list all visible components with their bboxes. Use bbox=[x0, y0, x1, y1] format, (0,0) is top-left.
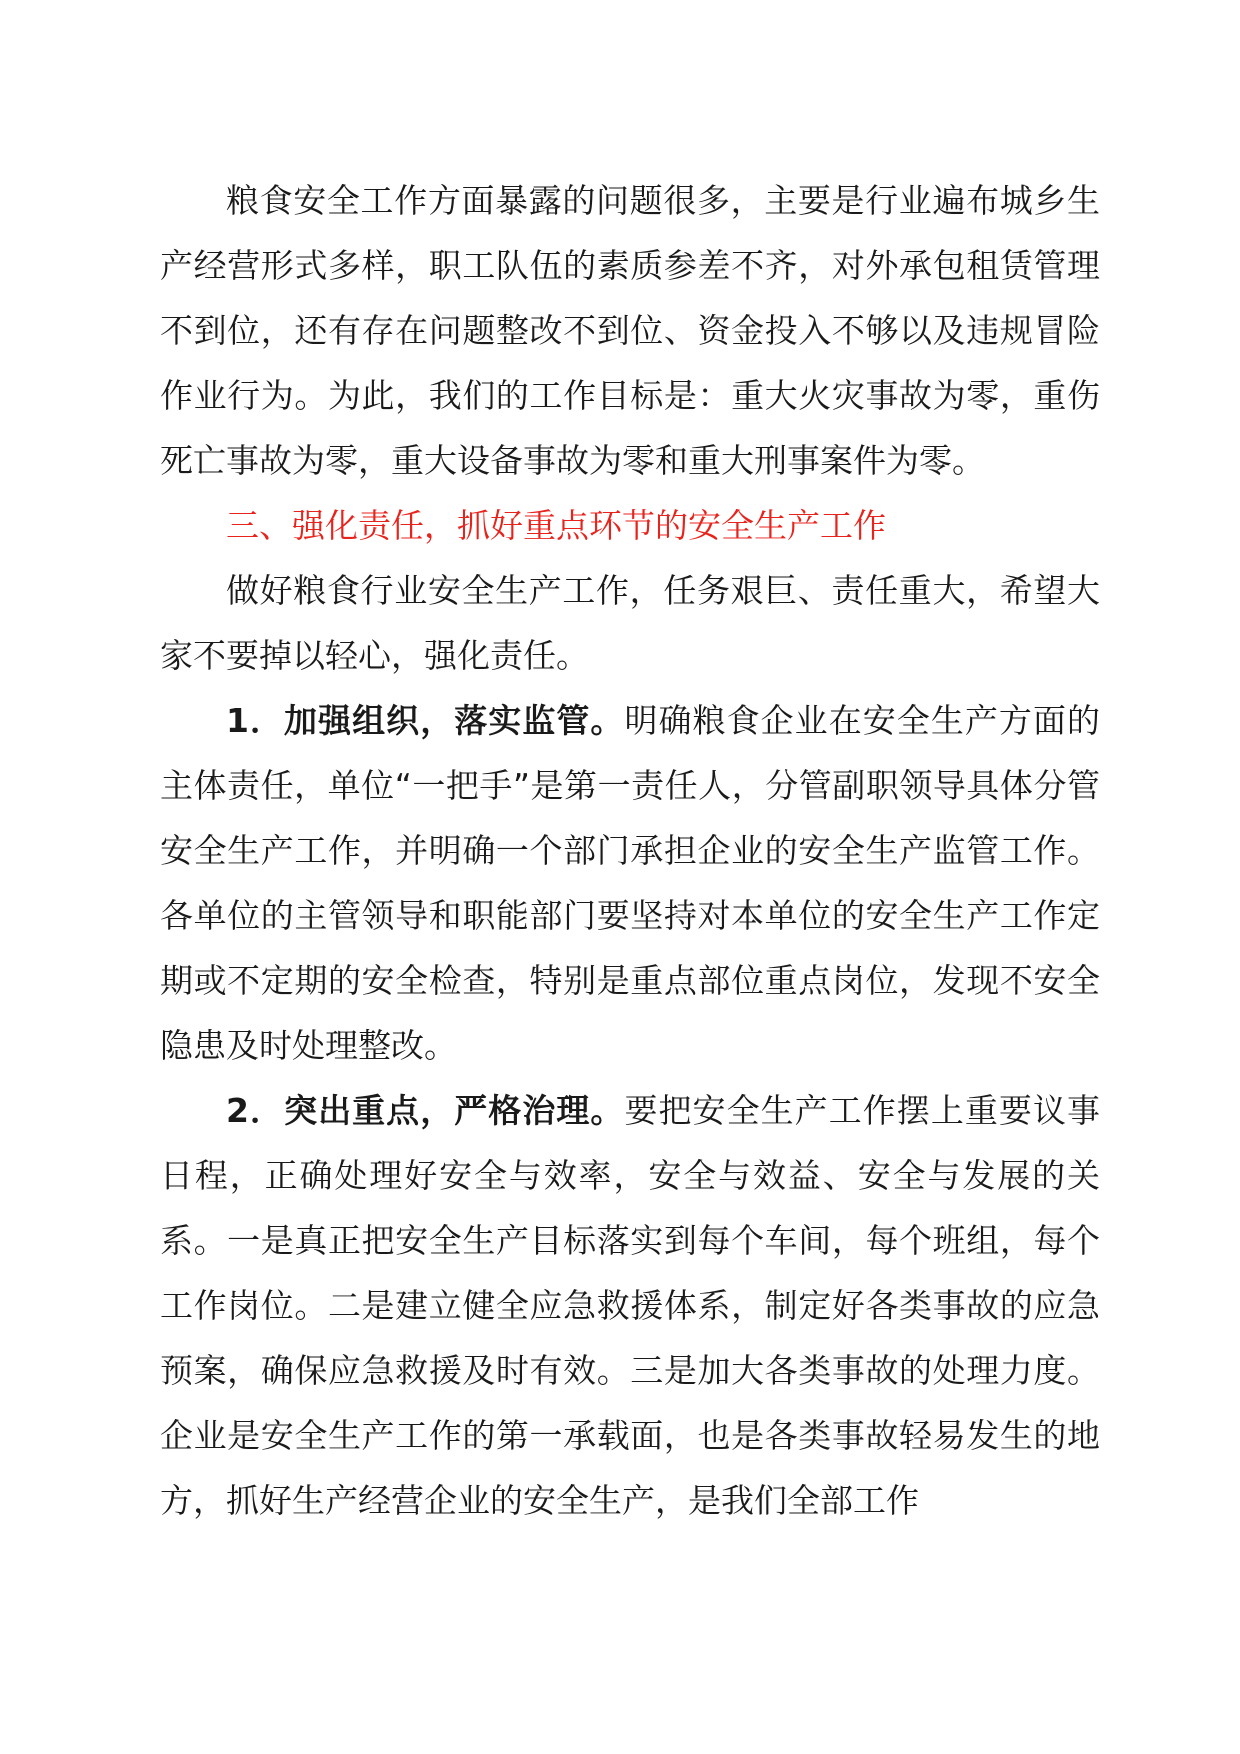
paragraph-responsibility-intro: 做好粮食行业安全生产工作，任务艰巨、责任重大，希望大家不要掉以轻心，强化责任。 bbox=[160, 571, 1100, 675]
item-1-lead: 1．加强组织，落实监管。 bbox=[226, 701, 625, 740]
item-1-body: 明确粮食企业在安全生产方面的主体责任，单位“一把手”是第一责任人，分管副职领导具体分管安全生产工作，并明确一个部门承担企业的安全生产监管工作。各单位的主管领导和职能部门要坚持对本单位的安全生产工作定期或不定期的安全检查，特别是重点部位重点岗位，发现不安全隐患及时处理整改。 bbox=[160, 701, 1101, 1065]
item-focus-governance bbox=[160, 1078, 1100, 1533]
paragraph-problems-and-goals: 粮食安全工作方面暴露的问题很多，主要是行业遍布城乡生产经营形式多样，职工队伍的素质参差不齐，对外承包租赁管理不到位，还有存在问题整改不到位、资金投入不够以及违规冒险作业行为。为此，我们的工作目标是：重大火灾事故为零，重伤死亡事故为零，重大设备事故为零和重大刑事案件为零。 bbox=[160, 181, 1100, 480]
section-heading-strengthen-responsibility: 三、强化责任，抓好重点环节的安全生产工作 bbox=[226, 506, 886, 545]
item-organize-supervise bbox=[160, 688, 1100, 1078]
item-2-body: 要把安全生产工作摆上重要议事日程，正确处理好安全与效率，安全与效益、安全与发展的关系。一是真正把安全生产目标落实到每个车间，每个班组，每个工作岗位。二是建立健全应急救援体系，制定好各类事故的应急预案，确保应急救援及时有效。三是加大各类事故的处理力度。企业是安全生产工作的第一承载面，也是各类事故轻易发生的地方，抓好生产经营企业的安全生产，是我们全部工作 bbox=[160, 1091, 1101, 1520]
document-body bbox=[160, 168, 1100, 1533]
item-2-lead: 2．突出重点，严格治理。 bbox=[226, 1091, 625, 1130]
